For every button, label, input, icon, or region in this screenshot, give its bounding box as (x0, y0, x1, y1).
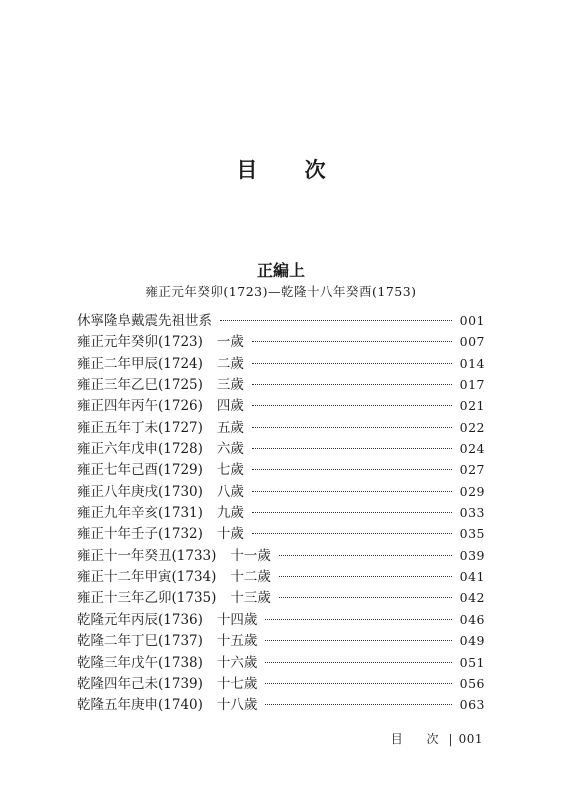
toc-entry-title: 乾隆元年丙辰(1736) (77, 611, 203, 628)
toc-entry-title: 雍正十一年癸丑(1733) (77, 547, 217, 564)
toc-entry (77, 630, 485, 651)
dot-leader (252, 469, 452, 470)
toc-entry-title: 雍正元年癸卯(1723) (77, 334, 203, 351)
dot-leader (252, 448, 452, 449)
toc-entry (77, 502, 485, 523)
footer-separator: | (448, 731, 453, 746)
toc-entry-page-number: 033 (459, 505, 485, 521)
toc-entry-age: 九歲 (216, 505, 244, 522)
toc-entry-page-number: 039 (459, 547, 485, 563)
toc-entry-title: 乾隆四年己未(1739) (77, 675, 203, 692)
toc-entry-title: 乾隆三年戊午(1738) (77, 654, 203, 671)
toc-entry-page-number: 017 (459, 377, 485, 393)
toc-entry-page-number: 035 (459, 526, 485, 542)
dot-leader (252, 363, 452, 364)
toc-entry-page-number: 014 (459, 355, 485, 371)
toc-entry-page-number: 049 (459, 633, 485, 649)
toc-entry-age: 二歲 (216, 355, 244, 372)
toc-entry-title: 雍正四年丙午(1726) (77, 398, 203, 415)
toc-entry-page-number: 056 (459, 675, 485, 691)
toc-entry-title: 雍正十二年甲寅(1734) (77, 569, 217, 586)
toc-entry (77, 609, 485, 630)
toc-entry-age: 十三歲 (230, 590, 271, 607)
toc-entry-page-number: 042 (459, 590, 485, 606)
toc-entry-title: 雍正七年己酉(1729) (77, 462, 203, 479)
dot-leader (279, 555, 452, 556)
toc-entry-age: 十歲 (216, 526, 244, 543)
footer-label: 目 次 (390, 732, 449, 746)
toc-entry (77, 652, 485, 673)
toc-entry-title: 雍正十三年乙卯(1735) (77, 590, 217, 607)
toc-entry (77, 417, 485, 438)
dot-leader (252, 491, 452, 492)
toc-entry-page-number: 063 (459, 697, 485, 713)
toc-entry-age: 五歲 (216, 419, 244, 436)
toc-entry (77, 545, 485, 566)
toc-entry-page-number: 051 (459, 654, 485, 670)
dot-leader (252, 384, 452, 385)
toc-entry-age: 十六歲 (216, 654, 258, 671)
toc-entry-title: 雍正三年乙巳(1725) (77, 377, 203, 394)
toc-entry-age: 十八歲 (216, 697, 258, 714)
toc-entry-age: 十一歲 (230, 547, 271, 564)
toc-entry-age: 十四歲 (216, 611, 258, 628)
toc-entry-page-number: 024 (459, 441, 485, 457)
dot-leader (252, 405, 452, 406)
toc-entry (77, 694, 485, 715)
toc-entry-title: 雍正二年甲辰(1724) (77, 355, 203, 372)
toc-entry-age: 八歲 (216, 483, 244, 500)
page-footer (391, 730, 483, 747)
toc-entry-age: 十二歲 (230, 569, 271, 586)
toc-entry (77, 673, 485, 694)
toc-entry-title: 休寧隆阜戴震先祖世系 (77, 313, 212, 329)
dot-leader (220, 320, 452, 321)
page-title: 目 次 (236, 158, 346, 182)
toc-entry (77, 481, 485, 502)
table-of-contents (77, 310, 485, 716)
dot-leader (265, 683, 451, 684)
toc-entry (77, 459, 485, 480)
dot-leader (252, 341, 452, 342)
dot-leader (279, 576, 452, 577)
toc-entry-title: 雍正十年壬子(1732) (77, 526, 203, 543)
toc-entry-page-number: 007 (459, 334, 485, 350)
dot-leader (252, 533, 452, 534)
dot-leader (265, 640, 451, 641)
toc-entry-page-number: 046 (459, 611, 485, 627)
toc-entry (77, 353, 485, 374)
toc-entry (77, 523, 485, 544)
toc-entry-age: 六歲 (216, 441, 244, 458)
toc-entry-page-number: 001 (459, 313, 485, 328)
dot-leader (279, 597, 452, 598)
dot-leader (252, 427, 452, 428)
dot-leader (265, 662, 451, 663)
footer-page-number: 001 (458, 731, 483, 746)
toc-entry-title: 雍正五年丁未(1727) (77, 419, 203, 436)
toc-entry-title: 雍正八年庚戌(1730) (77, 483, 203, 500)
toc-entry-title: 乾隆五年庚申(1740) (77, 697, 203, 714)
toc-entry (77, 395, 485, 416)
toc-entry (77, 310, 485, 331)
toc-entry-title: 雍正六年戊申(1728) (77, 441, 203, 458)
toc-entry-page-number: 022 (459, 419, 485, 435)
toc-entry (77, 374, 485, 395)
toc-entry (77, 566, 485, 587)
toc-entry-page-number: 029 (459, 483, 485, 499)
toc-entry-page-number: 027 (459, 462, 485, 478)
toc-entry-page-number: 041 (459, 569, 485, 585)
dot-leader (265, 704, 451, 705)
toc-entry-page-number: 021 (459, 398, 485, 414)
toc-entry-age: 十五歲 (216, 633, 258, 650)
dot-leader (252, 512, 452, 513)
toc-entry-age: 七歲 (216, 462, 244, 479)
section-heading: 正編上 (256, 261, 305, 280)
toc-entry-age: 十七歲 (216, 675, 258, 692)
toc-entry-age: 三歲 (216, 377, 244, 394)
toc-entry (77, 587, 485, 608)
dot-leader (265, 619, 451, 620)
toc-entry-title: 雍正九年辛亥(1731) (77, 505, 203, 522)
toc-entry-title: 乾隆二年丁巳(1737) (77, 633, 203, 650)
toc-entry-age: 四歲 (216, 398, 244, 415)
section-subtitle: 雍正元年癸卯(1723)—乾隆十八年癸酉(1753) (145, 284, 417, 299)
toc-entry-age: 一歲 (216, 334, 244, 351)
toc-entry (77, 331, 485, 352)
toc-entry (77, 438, 485, 459)
